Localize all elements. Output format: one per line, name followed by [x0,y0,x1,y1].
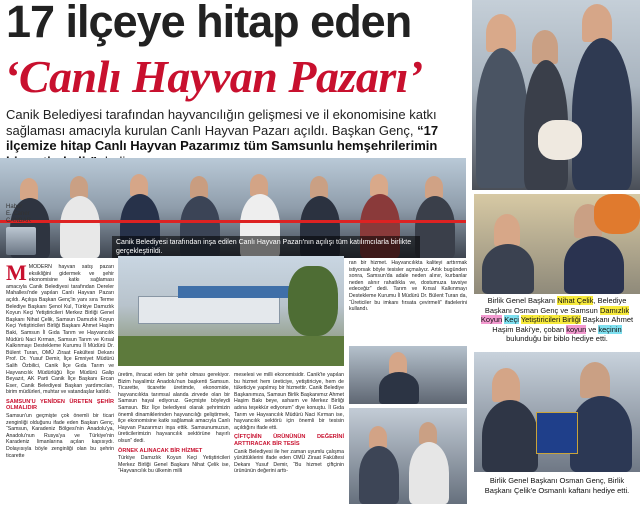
body-column-3 [234,372,344,508]
byline-label: Haber [6,204,23,210]
photo-speaker-1 [349,346,467,404]
byline-name1: E. Caner [6,211,30,217]
body-col3-text: meselesi ve milli ekonomisidir. Canik'te yapılan bu hizmet hem üreticiye, yetiştiriciye, hem de tüketiciye yapılmış bir hizmettir. Canik Belediye Başkanımıza, Samsun Birlik Başkanımız Ahmet Haşim Bakı beye, ashaım ve Merkez Birliği adına teşekkür ediyorum” diye konuştu. İl Gıda Tarım ve Hayvancılık Müdürü Naci Kırman ise, hayvancılık sektörü için önemli bir tesisin açıldığını ifade etti. [234,372,344,431]
photo-gift-biblo [474,194,640,294]
body-col3b-text: Canik Belediyesi ile her zaman uyumlu çalışma yürüttüklerini ifade eden OMÜ Ziraat Fakültesi Dekanı Yusuf Demir, “Bu hizmet çiftçinin ürününün değerini arttı- [234,448,344,475]
body-column-2 [118,372,230,508]
body-column-1: MMODERN hayvan satış pazarı eksikliğini gidermek ve şehir ekonomisine katkı sağlaması amacıyla Canik Belediyesi tarafından Dereler Mahallesi'nde yapılan Canlı Hayvan Pazarı açıldı. Açılışa Başkan Genç'in yanı sıra Terme Belediye Başkanı Şenol Kul, Türkiye Damızlık Koyun Keçi Yetiştiricileri Merkez Birliği Genel Başkanı Nihat Çelik, Samsun Damızlık Koyun Keçi Yetiştiricileri Birliği Başkanı Ahmet Haşim Baki, Samsun İl Gıda Tarım ve Hayvancılık Müdürü Naci Kırman, Samsun Tarım ve Kırsal Kalkınmayı Destekleme Kurumu İl Müdürü Dr. Bülent Turan, OMÜ Ziraat Fakültesi Dekanı Prof. Dr. Yusuf Demir, İlçe Emniyet Müdürü Salih Özbilici, Canik İlçe Gıda Tarım ve Hayvancılık Müdürlüğü İlçe Müdürü Galip Beyazıt, AK Parti Canik İlçe Başkanı Ercan Eser, Canik Belediyesi Başkan yardımcıları, birim müdürleri, muhtar ve vatandaşlar katıldı. SAMSUN'U YENİDEN ÜRETEN ŞEHİR OLMALIDIR Samsun'un geçmişte çok önemli bir ticari zenginliği olduğunu ifade eden Başkan Genç, “Samsun, Karadeniz Bölgesi'nin Anadolu'ya, Anadolu'nun Rusya'ya ve Türkiye'nin Karadeniz limanlarına açılan kapısıydı. Dolayısıyla böyle zenginliği olan bu şehrin ticarette [6,264,114,459]
body-col2-text: üretim, ihracat eden bir şehir olması gerekiyor. Bizim hayalimiz Anadolu'nun başkenti Samsun. Ticarette, ticarette üretimde, ekonomide, hayvancılıkta tarımsal alanda zirvede olan bir Samsun hayal ediyoruz. Geçmişte böyleydi Samsun. Biz İlçe belediyesi olarak şehrimizin önemli dinamiklerinden hayvancılığı geliştirmek, ilçe ekonomisine katkı sağlamak amacıyla Canlı Hayvan Pazarımızı inşa ettik. Samsunumuzun, üreticilerimizin hayvancılık sektörüne hayırlı olsun” dedi. [118,372,230,444]
photo-top-right [472,0,640,190]
body-col1-subheading: SAMSUN'U YENİDEN ÜRETEN ŞEHİR OLMALIDIR [6,398,114,412]
lead-text: Canik Belediyesi tarafından hayvancılığın gelişmesi ve il ekonomisine katkı sağlaması amacıyla kurulan Canlı Hayvan Pazarı açıldı. Başkan Genç, [6,107,437,138]
body-col3-subheading: ÇİFTÇİNİN ÜRÜNÜNÜN DEĞERİNİ ARTTIRACAK BİR TESİS [234,434,344,447]
body-col1-text: MODERN hayvan satış pazarı eksikliğini gidermek ve şehir ekonomisine katkı sağlaması amacıyla Canik Belediyesi tarafından Dereler Mahallesi'nde yapılan Canlı Hayvan Pazarı açıldı. Açılışa Başkan Genç'in yanı sıra Terme Belediye Başkanı Şenol Kul, Türkiye Damızlık Koyun Keçi Yetiştiricileri Merkez Birliği Genel Başkanı Nihat Çelik, Samsun Damızlık Koyun Keçi Yetiştiricileri Birliği Başkanı Ahmet Haşim Baki, Samsun İl Gıda Tarım ve Hayvancılık Müdürü Naci Kırman, Samsun Tarım ve Kırsal Kalkınmayı Destekleme Kurumu İl Müdürü Dr. Bülent Turan, OMÜ Ziraat Fakültesi Dekanı Prof. Dr. Yusuf Demir, İlçe Emniyet Müdürü Salih Özbilici, Canik İlçe Gıda Tarım ve Hayvancılık Müdürlüğü İlçe Müdürü Galip Beyazıt, AK Parti Canik İlçe Başkanı Ercan Eser, Canik Belediyesi Başkan yardımcıları, birim müdürleri, muhtar ve vatandaşlar katıldı. [6,264,114,396]
body-col4-text: ran bir hizmet. Hayvancılıkta kaliteyi arttırmak istiyorsak böyle tesisler açmalıyız. Artık bugünden sonra, Samsun'da adale neden alınır, kurbanlar neden alınır rahatlıkla ve, dostumuza tavsiye edeceğiz” dedi. Tarım ve Kırsal Kalkınmayı Destekleme Kurumu İl Müdürü Dr. Bülent Turan da, “Üreticiler bu imkanı fırsata çevirmeli” ifadelerini kullandı. [349,260,467,313]
caption-right-bottom: Birlik Genel Başkanı Osman Genç, Birlik Başkanı Çelik'e Osmanlı kaftanı hediye etti. [484,476,630,495]
caption-right-middle: Birlik Genel Başkanı Nihat Çelik, Belediye Başkanı Osman Genç ve Samsun Damızlık Koyun Keçi Yetiştiricileri Birliği Başkanı Ahmet Haşim Baki'ye, çoban koyun ve keçinin bulunduğu bir biblo hediye etti. [480,296,634,343]
body-col2b-text: Türkiye Damızlık Koyun Keçi Yetiştiricileri Merkez Birliği Genel Başkanı Nihat Çelik ise, “Hayvancılık bu ülkenin milli [118,455,230,475]
headline-line1: 17 ilçeye hitap eden [6,0,412,47]
caption-main-photo: Canik Belediyesi tarafından inşa edilen Canlı Hayvan Pazarı'nın açılışı tüm katılımcılarla birlikte gerçekleştirildi. [112,236,420,258]
photo-kaftan-gift [474,352,640,472]
body-col1b-text: Samsun'un geçmişte çok önemli bir ticari zenginliği olduğunu ifade eden Başkan Genç, “Samsun, Karadeniz Bölgesi'nin Anadolu'ya, Anadolu'nun Rusya'ya ve Türkiye'nin Karadeniz limanlarına açılan kapısıydı. Dolayısıyla böyle zenginliği olan bu şehrin ticarette [6,413,114,459]
photo-facility [118,256,344,366]
byline-avatar [6,227,36,255]
body-col2-subheading: ÖRNEK ALINACAK BİR HİZMET [118,447,203,454]
byline [6,204,42,255]
headline-line2: ‘Canlı Hayvan Pazarı’ [4,51,423,102]
body-column-4 [349,260,467,344]
lead-quote: “17 ilçemize hitap Canlı Hayvan Pazarımız tüm Samsunlu hemşehrilerimin [6,122,439,153]
photo-speaker-2 [349,408,467,504]
byline-name2: CANBAR [6,218,32,224]
